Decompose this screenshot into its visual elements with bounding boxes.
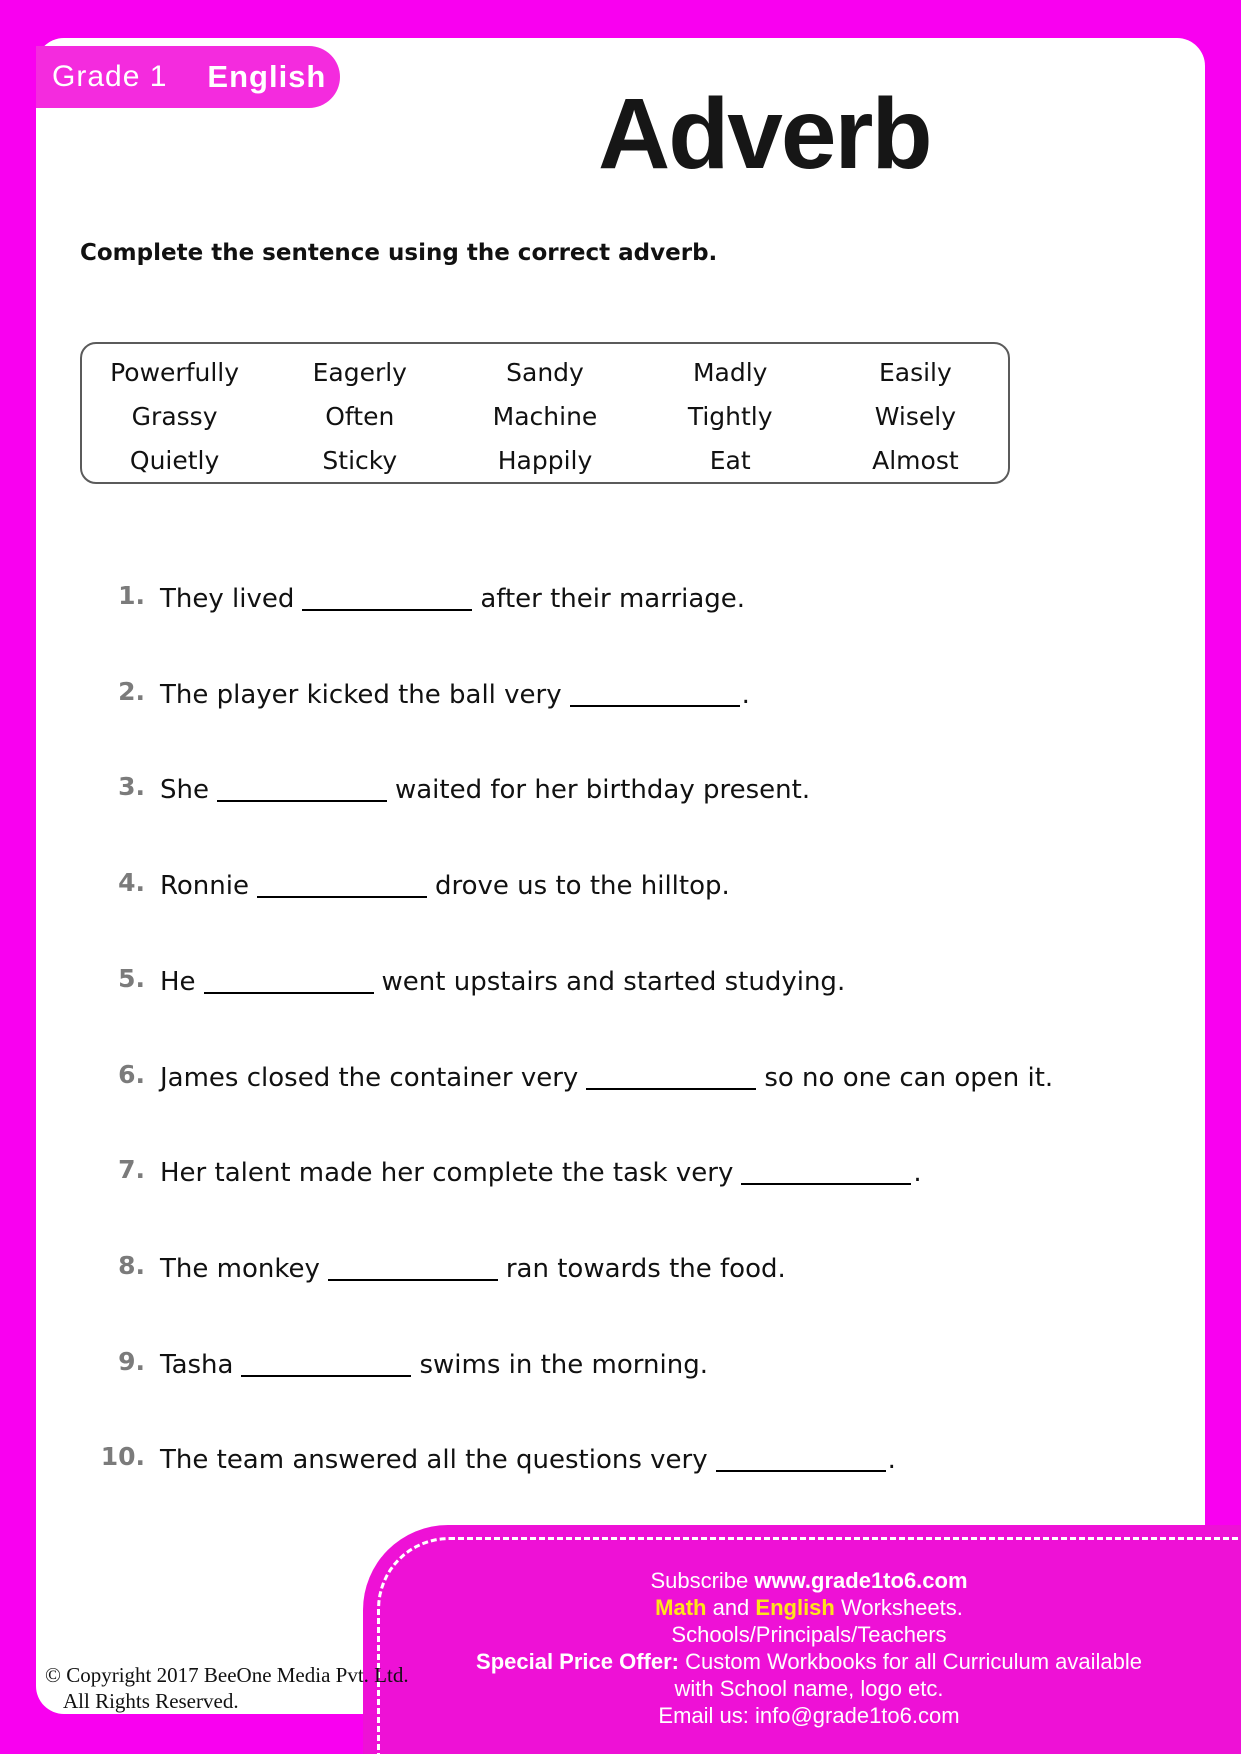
sentence-text bbox=[160, 1060, 1053, 1093]
footer-highlight-text: English bbox=[755, 1595, 835, 1620]
footer-banner bbox=[363, 1525, 1241, 1754]
sentence-item bbox=[97, 1442, 896, 1475]
word-bank-word: Wisely bbox=[874, 402, 957, 431]
answer-blank[interactable] bbox=[302, 585, 472, 611]
footer-segment: Email us: info@grade1to6.com bbox=[658, 1703, 960, 1728]
grade-subject-badge bbox=[36, 46, 340, 108]
sentence-item bbox=[97, 772, 810, 805]
sentence-item bbox=[97, 581, 745, 614]
sentence-text bbox=[160, 677, 750, 710]
answer-blank[interactable] bbox=[241, 1351, 411, 1377]
footer-segment: www.grade1to6.com bbox=[754, 1568, 968, 1593]
sentence-post-text: waited for her birthday present. bbox=[394, 775, 811, 805]
sentence-number: 8. bbox=[118, 1251, 145, 1280]
footer-segment: Special Price Offer: bbox=[476, 1649, 679, 1674]
footer-line bbox=[403, 1621, 1215, 1648]
instruction-text: Complete the sentence using the correct adverb. bbox=[80, 240, 718, 266]
copyright-line2: All Rights Reserved. bbox=[63, 1689, 239, 1714]
word-bank-word: Tightly bbox=[687, 402, 773, 431]
sentence-item bbox=[97, 1155, 922, 1188]
sentence-post-text: . bbox=[741, 680, 750, 710]
sentence-text bbox=[160, 581, 745, 614]
footer-segment: Worksheets. bbox=[834, 1595, 963, 1620]
answer-blank[interactable] bbox=[204, 968, 374, 994]
word-bank-word: Sandy bbox=[506, 358, 584, 387]
word-bank-word: Eat bbox=[709, 446, 751, 475]
sentence-text bbox=[160, 772, 810, 805]
answer-blank[interactable] bbox=[328, 1255, 498, 1281]
footer-line bbox=[403, 1648, 1215, 1675]
sentence-pre-text: He bbox=[160, 967, 196, 997]
sentence-post-text: . bbox=[913, 1158, 922, 1188]
answer-blank[interactable] bbox=[586, 1064, 756, 1090]
sentence-text bbox=[160, 1251, 786, 1284]
sentence-item bbox=[97, 1060, 1053, 1093]
footer-line bbox=[403, 1594, 1215, 1621]
sentence-text bbox=[160, 1347, 708, 1380]
sentence-post-text: so no one can open it. bbox=[764, 1063, 1054, 1093]
sentence-number: 5. bbox=[118, 964, 145, 993]
sentence-post-text: swims in the morning. bbox=[419, 1350, 708, 1380]
word-bank-word: Madly bbox=[692, 358, 768, 387]
footer-segment: Subscribe bbox=[650, 1568, 755, 1593]
sentence-text bbox=[160, 964, 845, 997]
word-bank bbox=[80, 342, 1010, 484]
sentence-number: 10. bbox=[100, 1442, 145, 1471]
grade-label: Grade 1 bbox=[52, 60, 168, 93]
word-bank-word: Grassy bbox=[131, 402, 218, 431]
sentence-pre-text: James closed the container very bbox=[160, 1063, 579, 1093]
sentence-item bbox=[97, 964, 845, 997]
sentence-number: 2. bbox=[118, 677, 145, 706]
word-bank-word: Sticky bbox=[322, 446, 398, 475]
sentence-pre-text: Tasha bbox=[160, 1350, 234, 1380]
answer-blank[interactable] bbox=[741, 1159, 911, 1185]
word-bank-grid bbox=[82, 344, 1008, 483]
sentence-pre-text: The player kicked the ball very bbox=[160, 680, 562, 710]
word-bank-word: Happily bbox=[497, 446, 593, 475]
page-title: Adverb bbox=[598, 78, 931, 190]
sentence-number: 4. bbox=[118, 868, 145, 897]
answer-blank[interactable] bbox=[716, 1446, 886, 1472]
copyright-notice bbox=[45, 1662, 409, 1715]
sentence-text bbox=[160, 1155, 922, 1188]
sentence-number: 7. bbox=[118, 1155, 145, 1184]
sentence-text bbox=[160, 1442, 896, 1475]
word-bank-word: Machine bbox=[492, 402, 598, 431]
word-bank-word: Often bbox=[325, 402, 395, 431]
word-bank-word: Eagerly bbox=[312, 358, 407, 387]
sentence-pre-text: The team answered all the questions very bbox=[160, 1445, 708, 1475]
sentence-item bbox=[97, 677, 750, 710]
sentence-pre-text: They lived bbox=[160, 584, 295, 614]
copyright-line1: © Copyright 2017 BeeOne Media Pvt. Ltd. bbox=[45, 1663, 409, 1687]
sentence-pre-text: She bbox=[160, 775, 209, 805]
footer-line bbox=[403, 1702, 1215, 1729]
sentence-number: 6. bbox=[118, 1060, 145, 1089]
sentence-number: 1. bbox=[118, 581, 145, 610]
answer-blank[interactable] bbox=[257, 872, 427, 898]
sentence-number: 3. bbox=[118, 772, 145, 801]
sentence-post-text: drove us to the hilltop. bbox=[434, 871, 730, 901]
sentence-number: 9. bbox=[118, 1347, 145, 1376]
footer-segment: and bbox=[706, 1595, 756, 1620]
footer-line bbox=[403, 1675, 1215, 1702]
footer-segment: Schools/Principals/Teachers bbox=[671, 1622, 947, 1647]
sentence-post-text: . bbox=[887, 1445, 896, 1475]
word-bank-word: Easily bbox=[878, 358, 952, 387]
word-bank-word: Quietly bbox=[129, 446, 220, 475]
word-bank-word: Powerfully bbox=[110, 358, 240, 387]
sentence-text bbox=[160, 868, 730, 901]
sentence-item bbox=[97, 1251, 786, 1284]
answer-blank[interactable] bbox=[570, 681, 740, 707]
subject-label: English bbox=[207, 59, 327, 94]
sentence-post-text: went upstairs and started studying. bbox=[381, 967, 846, 997]
sentence-item bbox=[97, 868, 730, 901]
word-bank-word: Almost bbox=[872, 446, 959, 475]
footer-segment: Custom Workbooks for all Curriculum available bbox=[679, 1649, 1142, 1674]
sentence-post-text: after their marriage. bbox=[480, 584, 746, 614]
sentence-pre-text: The monkey bbox=[160, 1254, 320, 1284]
sentence-item bbox=[97, 1347, 708, 1380]
answer-blank[interactable] bbox=[217, 776, 387, 802]
sentence-pre-text: Ronnie bbox=[160, 871, 249, 901]
footer-text bbox=[403, 1567, 1215, 1729]
footer-highlight-text: Math bbox=[655, 1595, 707, 1620]
sentence-post-text: ran towards the food. bbox=[505, 1254, 786, 1284]
sentence-pre-text: Her talent made her complete the task very bbox=[160, 1158, 734, 1188]
footer-segment: with School name, logo etc. bbox=[674, 1676, 944, 1701]
footer-line bbox=[403, 1567, 1215, 1594]
